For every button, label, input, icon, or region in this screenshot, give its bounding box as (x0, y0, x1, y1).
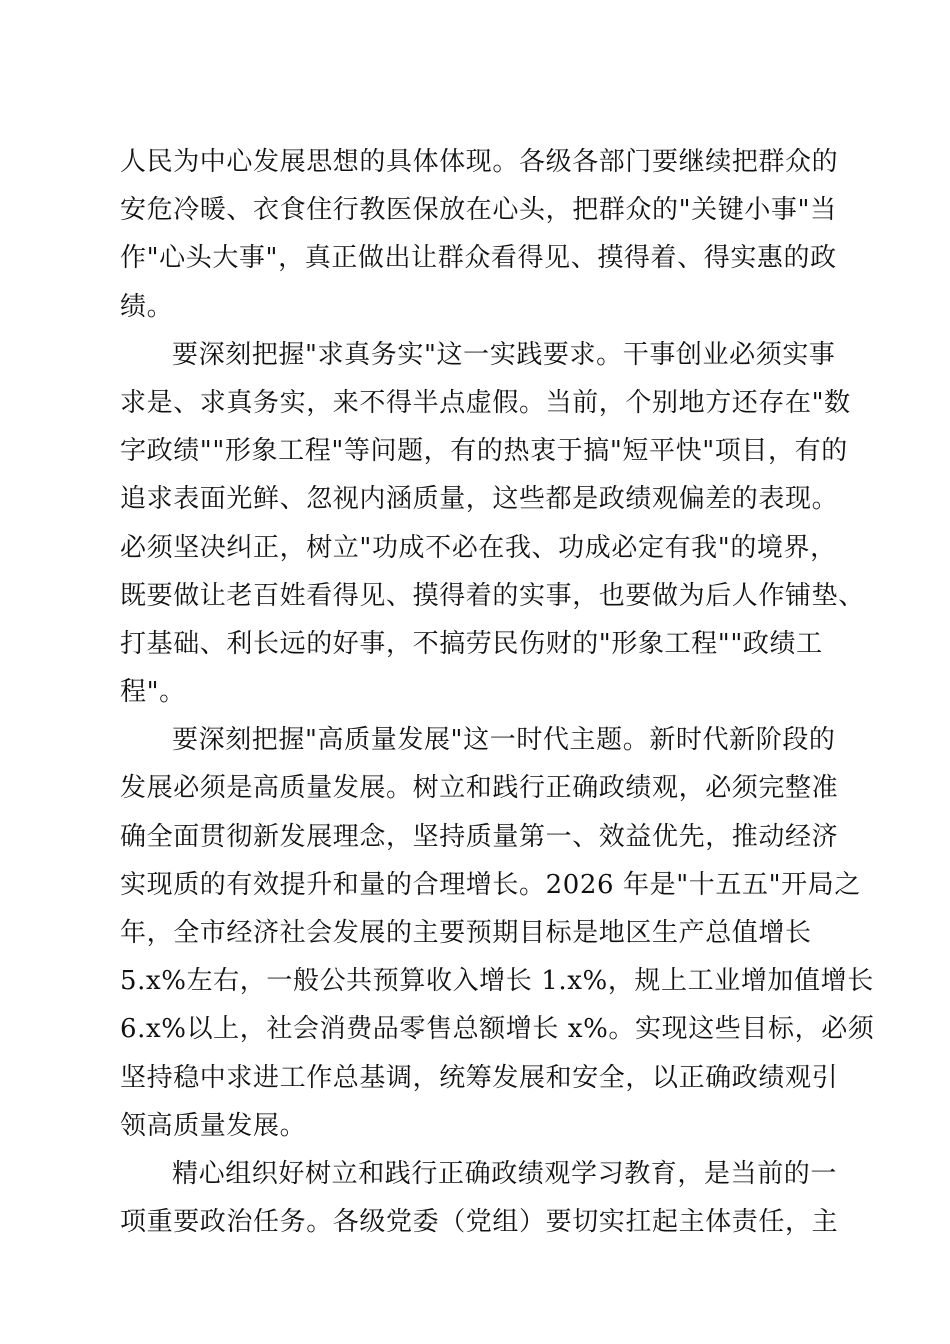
text-line: 作"心头大事"，真正做出让群众看得见、摸得着、得实惠的政 (120, 243, 837, 274)
text-line: 既要做让老百姓看得见、摸得着的实事，也要做为后人作铺垫、 (120, 580, 865, 611)
text-line: 项重要政治任务。各级党委（党组）要切实扛起主体责任，主 (120, 1207, 839, 1238)
text-line: 绩。 (120, 291, 174, 322)
text-line: 发展必须是高质量发展。树立和践行正确政绩观，必须完整准 (120, 773, 839, 804)
text-line: 人民为中心发展思想的具体体现。各级各部门要继续把群众的 (120, 147, 839, 177)
paragraph-first-line: 精心组织好树立和践行正确政绩观学习教育，是当前的一 (172, 1158, 838, 1189)
text-line: 求是、求真务实，来不得半点虚假。当前，个别地方还存在"数 (120, 387, 851, 418)
text-line: 必须坚决纠正，树立"功成不必在我、功成必定有我"的境界， (120, 532, 837, 563)
body-text (120, 138, 875, 1246)
text-line: 打基础、利长远的好事，不搞劳民伤财的"形象工程""政绩工 (120, 628, 823, 659)
text-line: 确全面贯彻新发展理念，坚持质量第一、效益优先，推动经济 (120, 821, 839, 852)
paragraph-first-line: 要深刻把握"求真务实"这一实践要求。干事创业必须实事 (172, 339, 836, 370)
text-line: 6.x%以上，社会消费品零售总额增长 x%。实现这些目标，必须 (120, 1014, 875, 1045)
text-line: 领高质量发展。 (120, 1110, 307, 1141)
text-line: 安危冷暖、衣食住行教医保放在心头，把群众的"关键小事"当 (120, 195, 837, 226)
text-line: 5.x%左右，一般公共预算收入增长 1.x%，规上工业增加值增长 (120, 966, 874, 997)
text-line: 字政绩""形象工程"等问题，有的热衷于搞"短平快"项目，有的 (120, 436, 848, 467)
text-line: 年，全市经济社会发展的主要预期目标是地区生产总值增长 (120, 918, 812, 948)
text-line: 程"。 (120, 677, 186, 708)
text-line: 追求表面光鲜、忽视内涵质量，这些都是政绩观偏差的表现。 (120, 484, 839, 515)
paragraph-first-line: 要深刻把握"高质量发展"这一时代主题。新时代新阶段的 (172, 725, 836, 756)
text-line: 坚持稳中求进工作总基调，统筹发展和安全，以正确政绩观引 (120, 1062, 839, 1093)
text-line: 实现质的有效提升和量的合理增长。2026 年是"十五五"开局之 (120, 869, 861, 900)
